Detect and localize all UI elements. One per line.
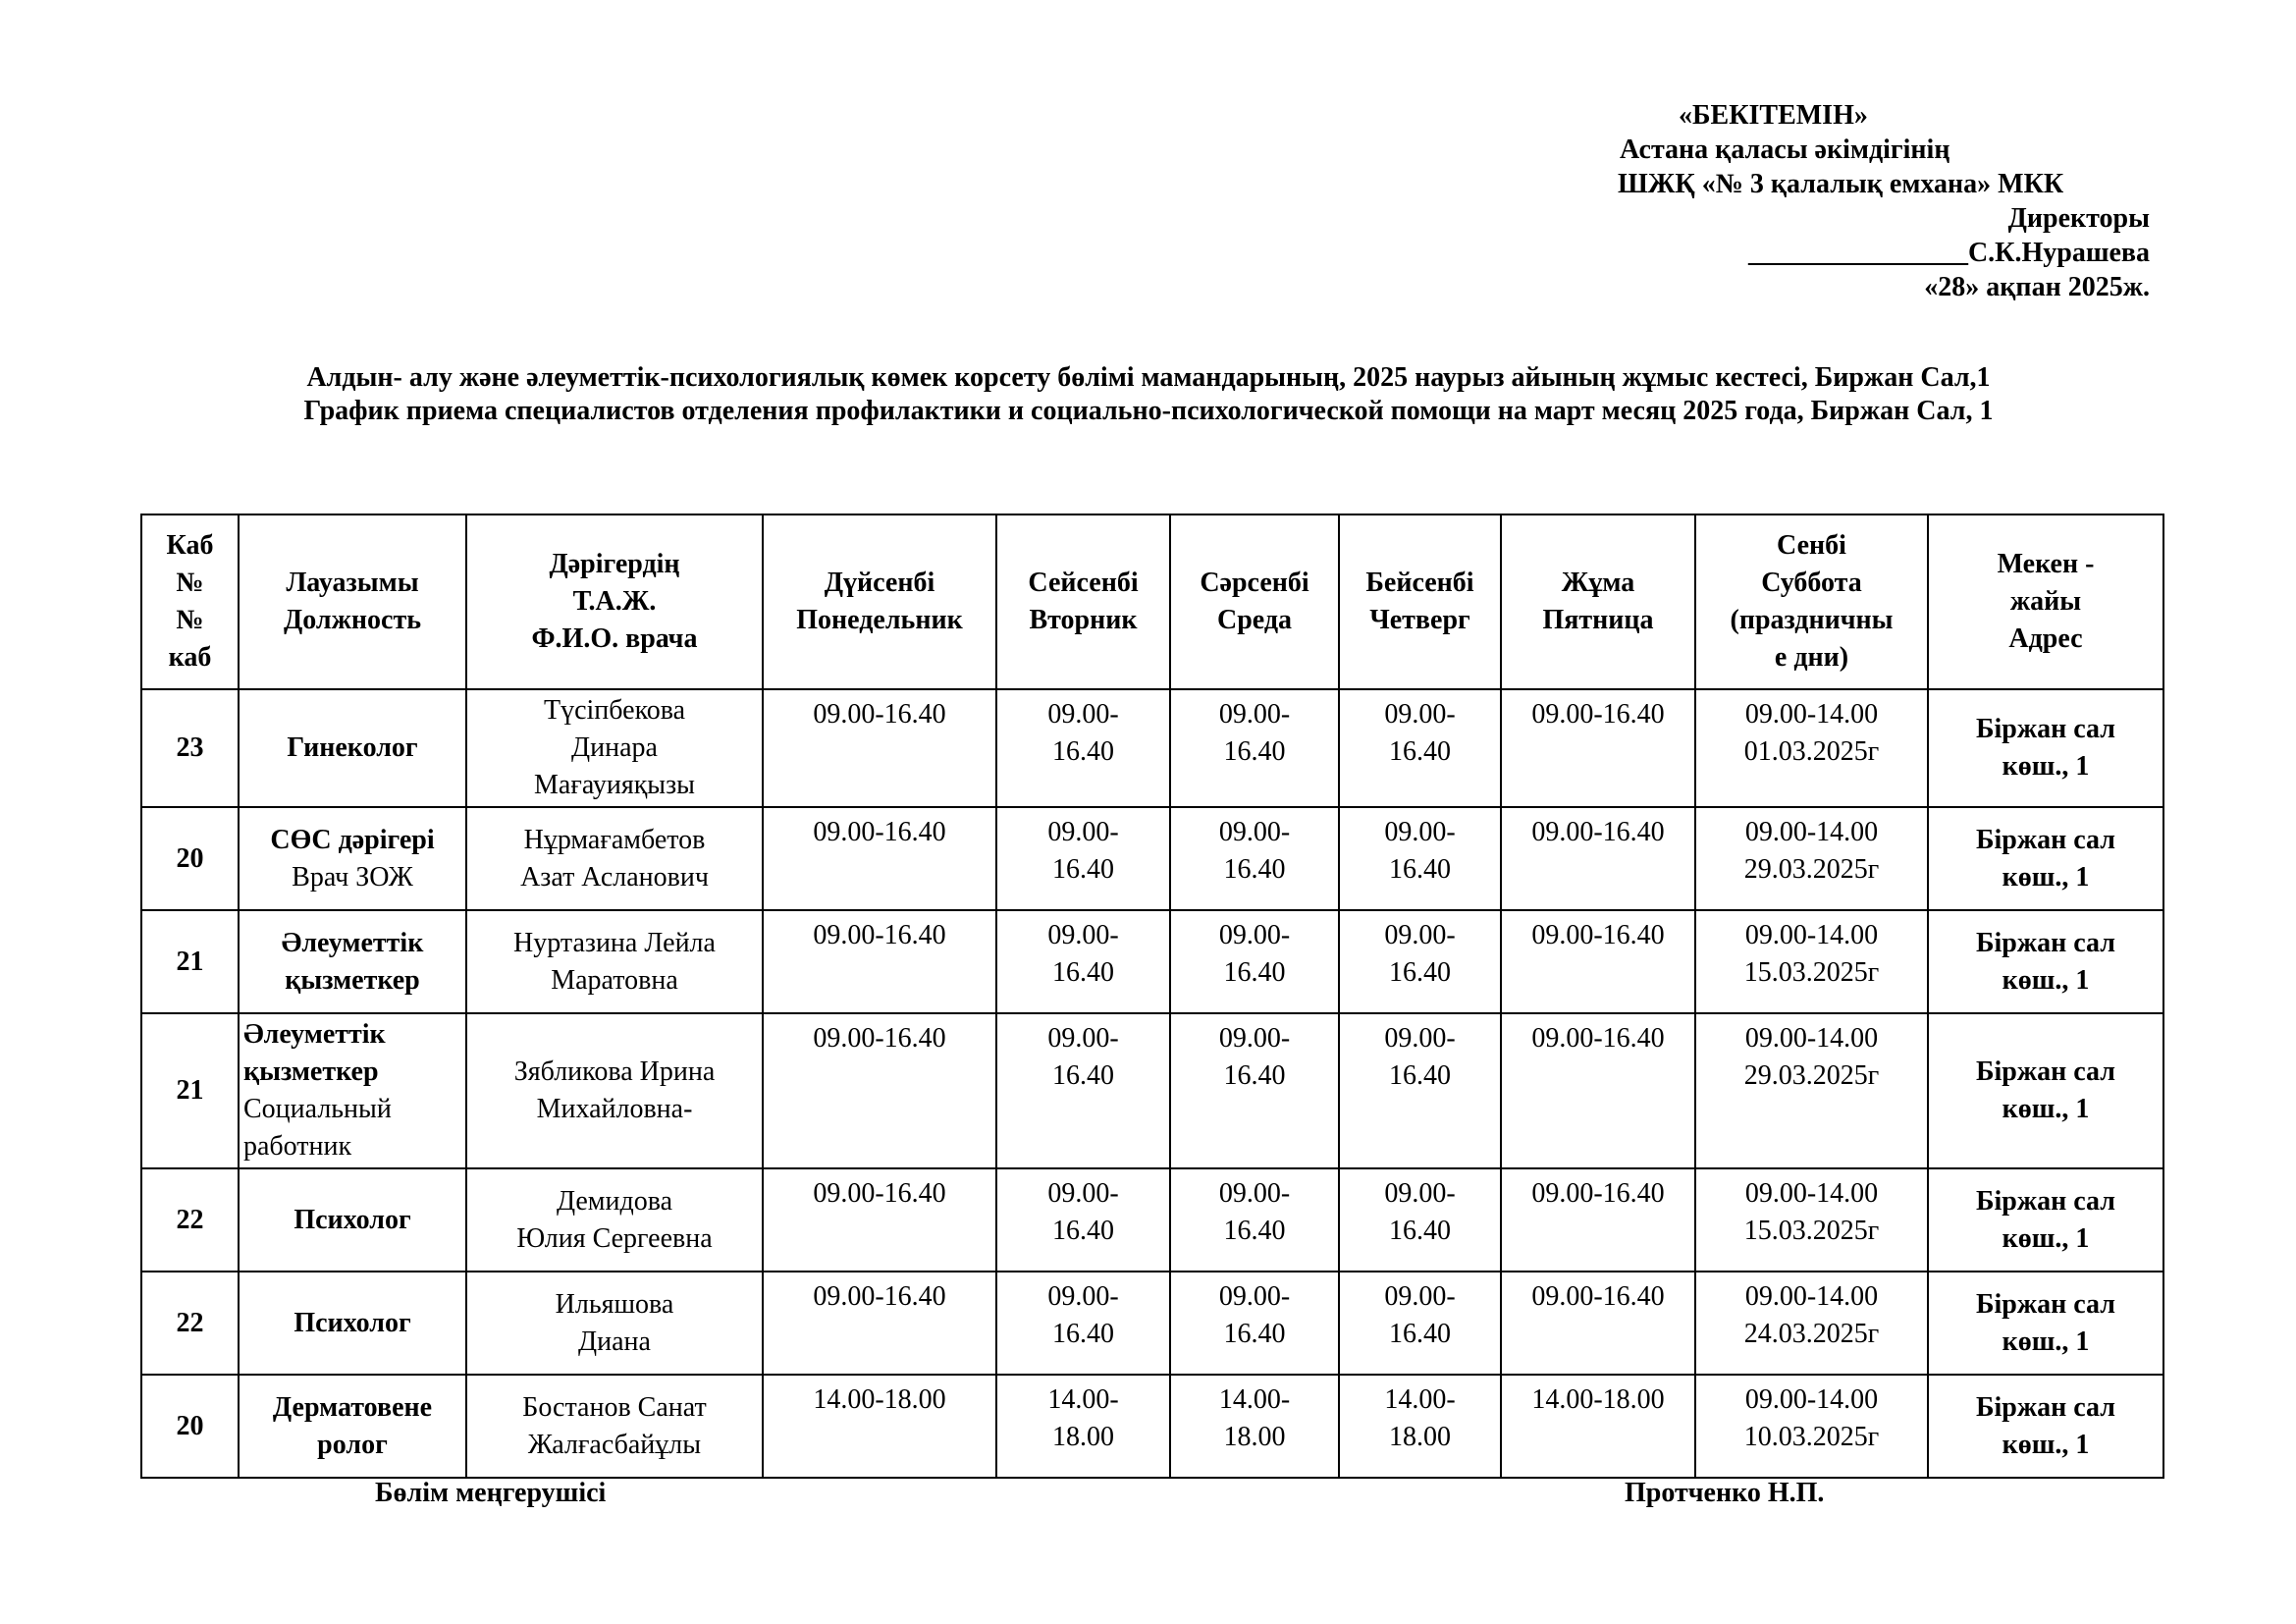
cell-thursday (1339, 1375, 1501, 1478)
cell-line: Четверг (1369, 605, 1470, 635)
cell-line: 16.40 (1052, 854, 1114, 885)
cell-line: 09.00- (1384, 1023, 1456, 1054)
cell-line: Маратовна (551, 964, 678, 996)
cell-cabinet: 20 (141, 1375, 239, 1478)
cell-tuesday (996, 689, 1170, 807)
cell-line: 09.00-14.00 (1744, 817, 1879, 847)
cell-line: Нуртазина Лейла (513, 927, 716, 958)
cell-line: Врач ЗОЖ (292, 861, 413, 893)
cell-wednesday (1170, 1375, 1339, 1478)
cell-tuesday (996, 1272, 1170, 1375)
cell-line: Должность (283, 605, 422, 635)
cell-friday: 09.00-16.40 (1501, 1013, 1695, 1168)
cell-line: 16.40 (1223, 736, 1286, 767)
cell-line: Демидова (556, 1185, 673, 1217)
cell-friday: 09.00-16.40 (1501, 1168, 1695, 1272)
cell-line: 09.00-14.00 (1744, 699, 1879, 730)
table-row (141, 1375, 2163, 1478)
cell-wednesday (1170, 1272, 1339, 1375)
cell-position (239, 910, 466, 1013)
cell-line: 14.00- (1218, 1384, 1291, 1415)
cell-position (239, 807, 466, 910)
cell-line: 09.00- (1218, 699, 1291, 730)
cell-line: Понедельник (796, 605, 963, 635)
cell-saturday (1695, 910, 1928, 1013)
cell-cabinet: 21 (141, 910, 239, 1013)
footer-department-head: Бөлім меңгерушісі (375, 1478, 607, 1508)
cell-line: 15.03.2025г (1743, 957, 1880, 988)
approval-block (1472, 98, 2160, 304)
cell-line: Азат Асланович (520, 861, 709, 893)
cell-line: Біржан сал (1975, 1185, 2116, 1217)
cell-thursday (1339, 1013, 1501, 1168)
cell-line: қызметкер (285, 964, 420, 996)
cell-line: Психолог (294, 1204, 411, 1235)
cell-line: Жұма (1561, 568, 1635, 598)
approval-date: «28» ақпан 2025ж. (1924, 272, 2150, 302)
cell-line: Суббота (1761, 568, 1862, 598)
cell-address (1928, 1272, 2163, 1375)
cell-saturday (1695, 1013, 1928, 1168)
cell-line: Бейсенбі (1365, 568, 1474, 598)
cell-line: № (176, 568, 204, 598)
header-saturday (1695, 514, 1928, 689)
cell-line: Мекен - (1997, 549, 2095, 579)
cell-thursday (1339, 1272, 1501, 1375)
cell-line: 09.00- (1047, 1178, 1119, 1209)
cell-line: 16.40 (1223, 854, 1286, 885)
approval-line: Астана қаласы әкімдігінің (1620, 135, 1950, 165)
cell-line: 09.00- (1384, 1281, 1456, 1312)
cell-line: 16.40 (1389, 736, 1451, 767)
cell-line: ролог (317, 1429, 388, 1460)
cell-line: Адрес (2008, 623, 2083, 654)
cell-line: Динара (571, 732, 658, 763)
cell-line: № (176, 605, 204, 635)
table-row (141, 1168, 2163, 1272)
cell-line: 09.00-14.00 (1744, 920, 1879, 950)
cell-line: Т.А.Ж. (572, 586, 657, 617)
header-address (1928, 514, 2163, 689)
header-monday (763, 514, 996, 689)
cell-line: 10.03.2025г (1743, 1422, 1880, 1452)
cell-line: 09.00- (1384, 1178, 1456, 1209)
cell-line: Дәрігердің (549, 549, 680, 579)
header-doctor (466, 514, 763, 689)
cell-monday: 09.00-16.40 (763, 1013, 996, 1168)
cell-cabinet: 22 (141, 1272, 239, 1375)
cell-line: 16.40 (1052, 957, 1114, 988)
table-row (141, 689, 2163, 807)
cell-address (1928, 807, 2163, 910)
cell-line: Әлеуметтік (243, 1019, 386, 1050)
cell-line: 16.40 (1389, 957, 1451, 988)
table-header-row (141, 514, 2163, 689)
cell-line: каб (168, 642, 212, 673)
cell-friday: 14.00-18.00 (1501, 1375, 1695, 1478)
cell-line: СӨС дәрігері (270, 824, 435, 855)
cell-saturday (1695, 1168, 1928, 1272)
cell-line: 16.40 (1389, 854, 1451, 885)
cell-line: көш., 1 (2002, 1094, 2090, 1124)
cell-doctor (466, 910, 763, 1013)
cell-wednesday (1170, 1013, 1339, 1168)
cell-friday: 09.00-16.40 (1501, 1272, 1695, 1375)
cell-line: 09.00- (1218, 1023, 1291, 1054)
cell-doctor (466, 1168, 763, 1272)
cell-line: 18.00 (1389, 1422, 1451, 1452)
cell-line: 15.03.2025г (1743, 1216, 1880, 1246)
cell-address (1928, 689, 2163, 807)
table-row (141, 807, 2163, 910)
cell-line: көш., 1 (2002, 1326, 2090, 1357)
header-wednesday (1170, 514, 1339, 689)
cell-line: 16.40 (1223, 1319, 1286, 1349)
cell-line: 09.00- (1218, 920, 1291, 950)
cell-line: Мағауияқызы (534, 770, 695, 800)
cell-line: Психолог (294, 1307, 411, 1338)
cell-position (239, 1375, 466, 1478)
cell-line: 09.00- (1218, 1178, 1291, 1209)
cell-friday: 09.00-16.40 (1501, 807, 1695, 910)
cell-doctor (466, 1375, 763, 1478)
header-tuesday (996, 514, 1170, 689)
cell-monday: 09.00-16.40 (763, 689, 996, 807)
cell-thursday (1339, 910, 1501, 1013)
cell-address (1928, 1168, 2163, 1272)
document-title (147, 361, 2150, 428)
cell-line: 09.00-14.00 (1744, 1178, 1879, 1209)
cell-line: 16.40 (1052, 1319, 1114, 1349)
cell-saturday (1695, 689, 1928, 807)
cell-thursday (1339, 807, 1501, 910)
approval-signature: ________________С.К.Нурашева (1747, 238, 2150, 268)
cell-cabinet: 22 (141, 1168, 239, 1272)
header-position (239, 514, 466, 689)
approval-title: «БЕКІТЕМІН» (1679, 100, 1868, 131)
table-row (141, 910, 2163, 1013)
header-friday (1501, 514, 1695, 689)
approval-line: ШЖҚ «№ 3 қалалық емхана» МКК (1618, 169, 2064, 199)
cell-line: 29.03.2025г (1743, 854, 1880, 885)
cell-line: Біржан сал (1975, 1391, 2116, 1423)
cell-line: 09.00- (1218, 1281, 1291, 1312)
footer-signatory: Протченко Н.П. (1625, 1478, 1825, 1508)
cell-monday: 09.00-16.40 (763, 1168, 996, 1272)
cell-line: Ф.И.О. врача (531, 623, 698, 654)
cell-line: 09.00-14.00 (1744, 1281, 1879, 1312)
cell-line: 29.03.2025г (1743, 1060, 1880, 1091)
cell-line: Сәрсенбі (1200, 568, 1309, 598)
cell-address (1928, 1375, 2163, 1478)
cell-line: 09.00- (1047, 699, 1119, 730)
cell-line: 09.00- (1384, 920, 1456, 950)
cell-line: 01.03.2025г (1743, 736, 1880, 767)
cell-line: 09.00- (1218, 817, 1291, 847)
header-cabinet (141, 514, 239, 689)
cell-wednesday (1170, 1168, 1339, 1272)
cell-thursday (1339, 689, 1501, 807)
cell-line: 16.40 (1223, 957, 1286, 988)
cell-line: көш., 1 (2002, 861, 2090, 893)
cell-address (1928, 910, 2163, 1013)
cell-line: 14.00- (1047, 1384, 1119, 1415)
cell-line: көш., 1 (2002, 751, 2090, 782)
cell-line: Жалғасбайұлы (527, 1429, 702, 1460)
cell-tuesday (996, 807, 1170, 910)
cell-line: 16.40 (1052, 736, 1114, 767)
cell-friday: 09.00-16.40 (1501, 689, 1695, 807)
cell-line: 16.40 (1389, 1060, 1451, 1091)
cell-line: Әлеуметтік (281, 927, 424, 958)
cell-position (239, 1168, 466, 1272)
cell-line: жайы (2009, 586, 2082, 617)
cell-doctor (466, 1272, 763, 1375)
cell-line: Біржан сал (1975, 714, 2116, 744)
cell-tuesday (996, 1375, 1170, 1478)
cell-saturday (1695, 1375, 1928, 1478)
cell-line: Каб (166, 530, 214, 561)
cell-monday: 09.00-16.40 (763, 807, 996, 910)
cell-line: Сенбі (1777, 530, 1846, 561)
cell-cabinet: 21 (141, 1013, 239, 1168)
cell-line: Нұрмағамбетов (523, 824, 706, 855)
cell-line: Дерматовене (272, 1391, 433, 1423)
cell-monday: 14.00-18.00 (763, 1375, 996, 1478)
cell-doctor (466, 807, 763, 910)
cell-wednesday (1170, 910, 1339, 1013)
cell-line: (праздничны (1730, 605, 1894, 635)
cell-line: е дни) (1774, 642, 1849, 673)
cell-line: 18.00 (1052, 1422, 1114, 1452)
cell-address (1928, 1013, 2163, 1168)
header-thursday (1339, 514, 1501, 689)
cell-doctor (466, 1013, 763, 1168)
cell-line: 16.40 (1052, 1060, 1114, 1091)
cell-line: Михайловна- (536, 1094, 693, 1124)
cell-line: Лауазымы (286, 568, 419, 598)
cell-position (239, 1272, 466, 1375)
cell-line: Дүйсенбі (824, 568, 935, 598)
cell-line: көш., 1 (2002, 1222, 2090, 1254)
table-row (141, 1013, 2163, 1168)
cell-monday: 09.00-16.40 (763, 910, 996, 1013)
cell-line: 16.40 (1052, 1216, 1114, 1246)
cell-line: 09.00- (1384, 699, 1456, 730)
title-ru: График приема специалистов отделения профилактики и социально-психологической помощи на март месяц 2025 года, Биржан Сал, 1 (303, 396, 1994, 426)
cell-line: Среда (1216, 605, 1292, 635)
cell-line: Гинеколог (287, 732, 418, 763)
cell-friday: 09.00-16.40 (1501, 910, 1695, 1013)
cell-line: 16.40 (1389, 1319, 1451, 1349)
cell-line: Түсіпбекова (543, 695, 686, 726)
schedule-table (140, 514, 2164, 1479)
cell-line: 16.40 (1389, 1216, 1451, 1246)
cell-line: работник (243, 1131, 352, 1162)
cell-line: 14.00- (1384, 1384, 1456, 1415)
cell-line: қызметкер (243, 1056, 379, 1087)
cell-line: Біржан сал (1975, 927, 2116, 958)
cell-line: 09.00- (1047, 920, 1119, 950)
cell-line: Сейсенбі (1028, 568, 1139, 598)
cell-line: 16.40 (1223, 1060, 1286, 1091)
cell-line: 09.00- (1384, 817, 1456, 847)
cell-line: Зябликова Ирина (513, 1056, 716, 1087)
cell-line: көш., 1 (2002, 1429, 2090, 1460)
cell-line: 09.00-14.00 (1744, 1023, 1879, 1054)
cell-line: Социальный (243, 1094, 392, 1124)
cell-tuesday (996, 1013, 1170, 1168)
table-row (141, 1272, 2163, 1375)
cell-line: Диана (578, 1326, 651, 1357)
cell-monday: 09.00-16.40 (763, 1272, 996, 1375)
cell-line: Вторник (1029, 605, 1138, 635)
cell-cabinet: 23 (141, 689, 239, 807)
cell-saturday (1695, 807, 1928, 910)
cell-line: 18.00 (1223, 1422, 1286, 1452)
cell-line: Біржан сал (1975, 1288, 2116, 1320)
approval-line: Директоры (2007, 203, 2150, 234)
cell-line: Пятница (1542, 605, 1654, 635)
cell-line: Ильяшова (555, 1288, 674, 1320)
cell-position (239, 689, 466, 807)
cell-tuesday (996, 910, 1170, 1013)
cell-position (239, 1013, 466, 1168)
cell-thursday (1339, 1168, 1501, 1272)
cell-line: 09.00- (1047, 1023, 1119, 1054)
cell-line: Юлия Сергеевна (516, 1222, 713, 1254)
cell-line: 09.00- (1047, 1281, 1119, 1312)
cell-line: 24.03.2025г (1743, 1319, 1880, 1349)
cell-wednesday (1170, 807, 1339, 910)
cell-line: 09.00-14.00 (1744, 1384, 1879, 1415)
cell-line: Бостанов Санат (522, 1391, 707, 1423)
cell-line: Біржан сал (1975, 824, 2116, 855)
cell-doctor (466, 689, 763, 807)
cell-tuesday (996, 1168, 1170, 1272)
cell-line: көш., 1 (2002, 964, 2090, 996)
cell-line: Біржан сал (1975, 1056, 2116, 1087)
cell-line: 09.00- (1047, 817, 1119, 847)
cell-saturday (1695, 1272, 1928, 1375)
title-kz: Алдын- алу және әлеуметтік-психологиялық көмек корсету бөлімі мамандарының, 2025 наурыз айының жұмыс кестесі, Биржан Сал,1 (306, 362, 1991, 393)
cell-wednesday (1170, 689, 1339, 807)
cell-line: 16.40 (1223, 1216, 1286, 1246)
cell-cabinet: 20 (141, 807, 239, 910)
